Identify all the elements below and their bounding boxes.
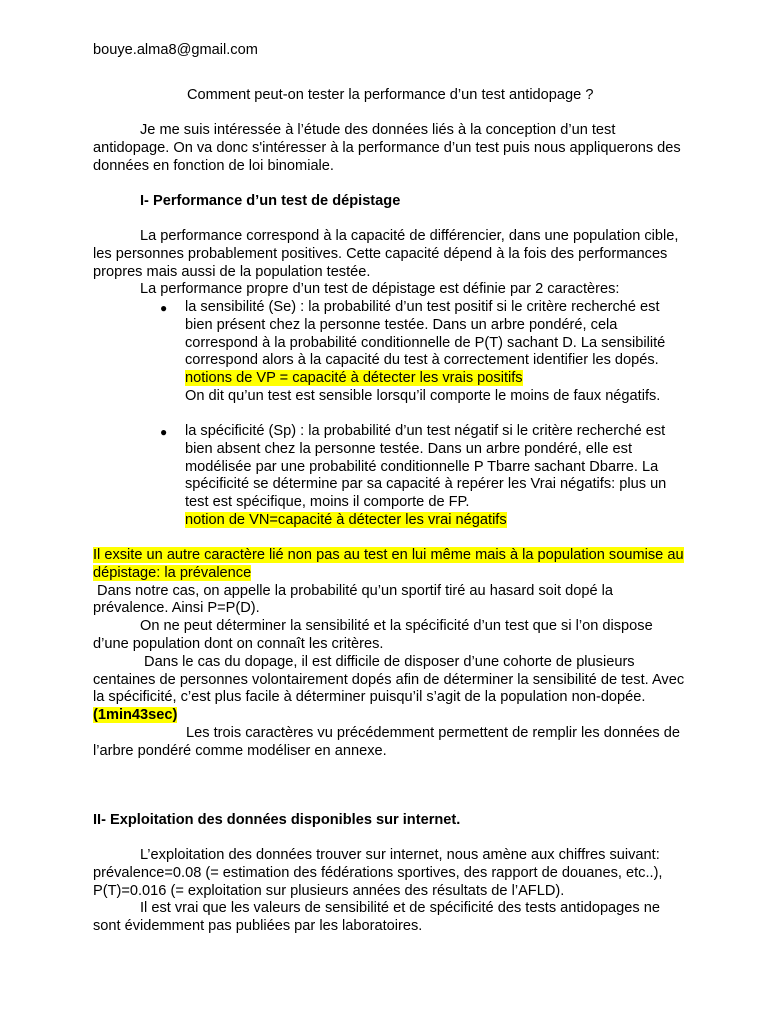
para-line: L’exploitation des données trouver sur internet, nous amène aux chiffres suivant: xyxy=(140,847,660,863)
highlight-vn: notion de VN=capacité à détecter les vrai négatifs xyxy=(185,511,507,528)
para-line: La performance propre d’un test de dépistage est définie par 2 caractères: xyxy=(140,281,620,298)
bullet-line: la spécificité (Sp) : la probabilité d’un test négatif si le critère recherché est xyxy=(185,423,666,439)
bullet-line: la sensibilité (Se) : la probabilité d’un test positif si le critère recherché est xyxy=(185,299,660,315)
bullet-line: On dit qu’un test est sensible lorsqu’il comporte le moins de faux négatifs. xyxy=(185,387,661,404)
document-title: Comment peut-on tester la performance d’un test antidopage ? xyxy=(187,87,594,103)
prevalence-block xyxy=(93,547,693,761)
bullet-line: correspond alors à la capacité du test à correctement identifier les dopés. xyxy=(185,352,659,369)
para-line: prévalence=0.08 (= estimation des fédérations sportives, des rapport de douanes, etc..), xyxy=(93,864,663,881)
bullet-specificite xyxy=(185,423,671,530)
para-line: Il est vrai que les valeurs de sensibilité et de spécificité des tests antidopages ne xyxy=(140,900,660,917)
para-line: Dans le cas du dopage, il est difficile de disposer d’une cohorte de plusieurs xyxy=(140,653,635,670)
bullet-line: bien présent chez la personne testée. Dans un arbre pondéré, cela xyxy=(185,316,618,333)
para-line: les personnes probablement positives. Cette capacité dépend à la fois des performances xyxy=(93,245,668,262)
bullet-line: bien absent chez la personne testée. Dans un arbre pondéré, elle est xyxy=(185,440,633,457)
author-email: bouye.alma8@gmail.com xyxy=(93,42,258,58)
intro-line: Je me suis intéressée à l’étude des données liés à la conception d’un test xyxy=(140,122,616,138)
para-line: On ne peut déterminer la sensibilité et la spécificité d’un test que si l’on dispose xyxy=(140,618,653,635)
intro-paragraph xyxy=(93,122,681,175)
bullet-line: modélisée par une probabilité conditionnelle P Tbarre sachant Dbarre. La xyxy=(185,458,659,475)
section1-para1 xyxy=(93,228,679,299)
timestamp-badge: (1min43sec) xyxy=(93,707,178,724)
bullet-sensibilite xyxy=(185,299,671,406)
para-line: P(T)=0.016 (= exploitation sur plusieurs années des résultats de l’AFLD). xyxy=(93,882,565,899)
bullet-line: test est spécifique, moins il comporte de FP. xyxy=(185,494,470,511)
highlight-vp: notions de VP = capacité à détecter les vrais positifs xyxy=(185,370,523,387)
para-line: l’arbre pondéré comme modéliser en annexe. xyxy=(93,742,387,759)
para-line: la spécificité, c’est plus facile à déterminer puisqu’il s’agit de la population non-dopée. xyxy=(93,689,646,706)
bullet-dot: ● xyxy=(160,425,168,439)
bullet-dot: ● xyxy=(160,301,168,315)
para-line: sont évidemment pas publiées par les laboratoires. xyxy=(93,918,423,935)
para-line: La performance correspond à la capacité de différencier, dans une population cible, xyxy=(140,228,679,244)
highlight-prevalence: Il exsite un autre caractère lié non pas au test en lui même mais à la population soumise au xyxy=(93,547,684,563)
section2-heading: II- Exploitation des données disponibles sur internet. xyxy=(93,812,461,828)
para-line: Les trois caractères vu précédemment permettent de remplir les données de xyxy=(186,724,680,741)
intro-line: données en fonction de loi binomiale. xyxy=(93,157,334,174)
intro-line: antidopage. On va donc s'intéresser à la performance d’un test puis nous appliquerons des xyxy=(93,139,681,156)
para-line: propres mais aussi de la population testée. xyxy=(93,263,371,280)
bullet-line: spécificité se détermine par sa capacité à repérer les Vrai négatifs: plus un xyxy=(185,476,667,493)
section2-body xyxy=(93,847,693,936)
para-line: prévalence. Ainsi P=P(D). xyxy=(93,600,260,617)
section1-heading: I- Performance d’un test de dépistage xyxy=(140,193,401,209)
para-line: Dans notre cas, on appelle la probabilité qu’un sportif tiré au hasard soit dopé la xyxy=(93,582,614,599)
highlight-prevalence: dépistage: la prévalence xyxy=(93,564,252,581)
bullet-line: correspond à la probabilité conditionnelle de P(T) sachant D. La sensibilité xyxy=(185,334,666,351)
para-line: centaines de personnes volontairement dopés afin de déterminer la sensibilité de test. Avec xyxy=(93,671,685,688)
para-line: d’une population dont on connaît les critères. xyxy=(93,635,384,652)
